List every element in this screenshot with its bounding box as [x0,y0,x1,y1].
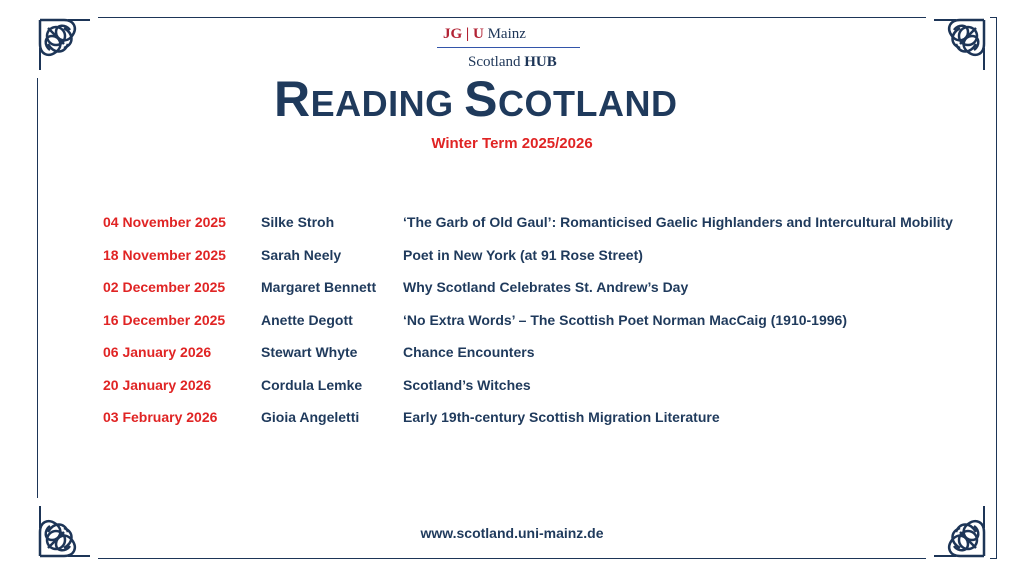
row-talk: ‘The Garb of Old Gaul’: Romanticised Gaelic Highlanders and Intercultural Mobility [403,214,953,230]
website-link[interactable]: www.scotland.uni-mainz.de [420,525,604,541]
logo-mainz: Mainz [487,26,526,42]
scotland-hub-label [468,54,557,71]
hub-scotland: Scotland [468,54,521,70]
term-label: Winter Term 2025/2026 [431,135,593,152]
row-speaker: Sarah Neely [261,246,342,263]
logo-separator: | [465,26,470,42]
page-title [274,70,744,128]
title-cotland: COTLAND [498,83,678,124]
celtic-knot-icon [926,14,990,78]
logo-u: U [472,26,484,42]
title-eading: EADING [310,83,454,124]
row-speaker: Anette Degott [261,311,353,328]
row-date: 04 November 2025 [103,214,226,230]
title-s: S [464,71,498,127]
jgu-logo [443,26,526,43]
logo-jg: JG [443,26,463,42]
row-speaker: Cordula Lemke [261,376,363,393]
row-date: 16 December 2025 [103,311,226,328]
row-date: 06 January 2026 [103,344,212,360]
row-speaker: Gioia Angeletti [261,409,360,425]
title-r: R [274,71,311,127]
row-date: 20 January 2026 [103,376,212,393]
row-talk: Scotland’s Witches [403,376,531,393]
celtic-knot-icon [34,14,98,78]
row-date: 18 November 2025 [103,246,226,263]
row-talk: Early 19th-century Scottish Migration Literature [403,409,720,425]
row-talk: Chance Encounters [403,344,535,360]
row-speaker: Stewart Whyte [261,344,358,360]
row-speaker: Silke Stroh [261,214,335,230]
row-speaker: Margaret Bennett [261,279,377,295]
hub-hub: HUB [524,54,557,70]
row-date: 03 February 2026 [103,409,218,425]
row-date: 02 December 2025 [103,279,226,295]
row-talk: ‘No Extra Words’ – The Scottish Poet Norman MacCaig (1910-1996) [403,311,847,328]
row-talk: Why Scotland Celebrates St. Andrew’s Day [403,279,689,295]
row-talk: Poet in New York (at 91 Rose Street) [403,246,643,263]
logo-divider [437,47,580,48]
